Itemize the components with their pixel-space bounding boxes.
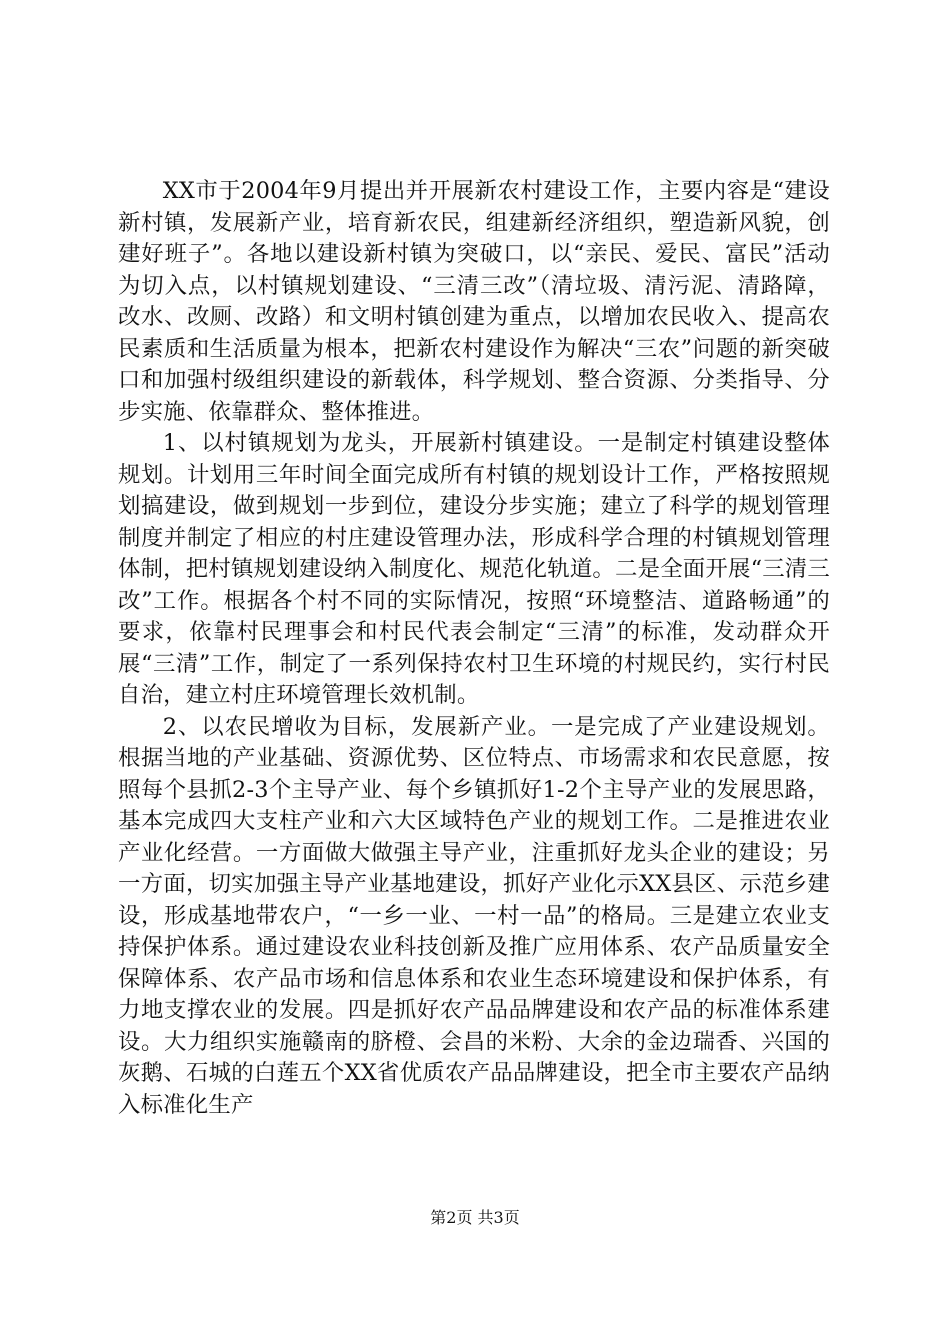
paragraph-village-planning: 1、以村镇规划为龙头，开展新村镇建设。一是制定村镇建设整体规划。计划用三年时间全面完成所有村镇的规划设计工作，严格按照规划搞建设，做到规划一步到位，建设分步实施；建立了科学的规划管理制度并制定了相应的村庄建设管理办法，形成科学合理的村镇规划管理体制，把村镇规划建设纳入制度化、规范化轨道。二是全面开展“三清三改”工作。根据各个村不同的实际情况，按照“环境整洁、道路畅通”的要求，依靠村民理事会和村民代表会制定“三清”的标准，发动群众开展“三清”工作，制定了一系列保持农村卫生环境的村规民约，实行村民自治，建立村庄环境管理长效机制。 xyxy=(118,430,830,708)
page-number-footer: 第2页 共3页 xyxy=(430,1208,520,1227)
paragraph-new-industry: 2、以农民增收为目标，发展新产业。一是完成了产业建设规划。根据当地的产业基础、资源优势、区位特点、市场需求和农民意愿，按照每个县抓2-3个主导产业、每个乡镇抓好1-2个主导产业的发展思路，基本完成四大支柱产业和六大区域特色产业的规划工作。二是推进农业产业化经营。一方面做大做强主导产业，注重抓好龙头企业的建设；另一方面，切实加强主导产业基地建设，抓好产业化示XX县区、示范乡建设，形成基地带农户，“一乡一业、一村一品”的格局。三是建立农业支持保护体系。通过建设农业科技创新及推广应用体系、农产品质量安全保障体系、农产品市场和信息体系和农业生态环境建设和保护体系，有力地支撑农业的发展。四是抓好农产品品牌建设和农产品的标准体系建设。大力组织实施赣南的脐橙、会昌的米粉、大余的金边瑞香、兴国的灰鹅、石城的白莲五个XX省优质农产品品牌建设，把全市主要农产品纳入标准化生产 xyxy=(118,713,830,1118)
paragraph-intro: XX市于2004年9月提出并开展新农村建设工作，主要内容是“建设新村镇，发展新产业，培育新农民，组建新经济组织，塑造新风貌，创建好班子”。各地以建设新村镇为突破口，以“亲民、爱民、富民”活动为切入点，以村镇规划建设、“三清三改”（清垃圾、清污泥、清路障，改水、改厕、改路）和文明村镇创建为重点，以增加农民收入、提高农民素质和生活质量为根本，把新农村建设作为解决“三农”问题的新突破口和加强村级组织建设的新载体，科学规划、整合资源、分类指导、分步实施、依靠群众、整体推进。 xyxy=(118,178,830,425)
document-body xyxy=(118,176,830,1121)
